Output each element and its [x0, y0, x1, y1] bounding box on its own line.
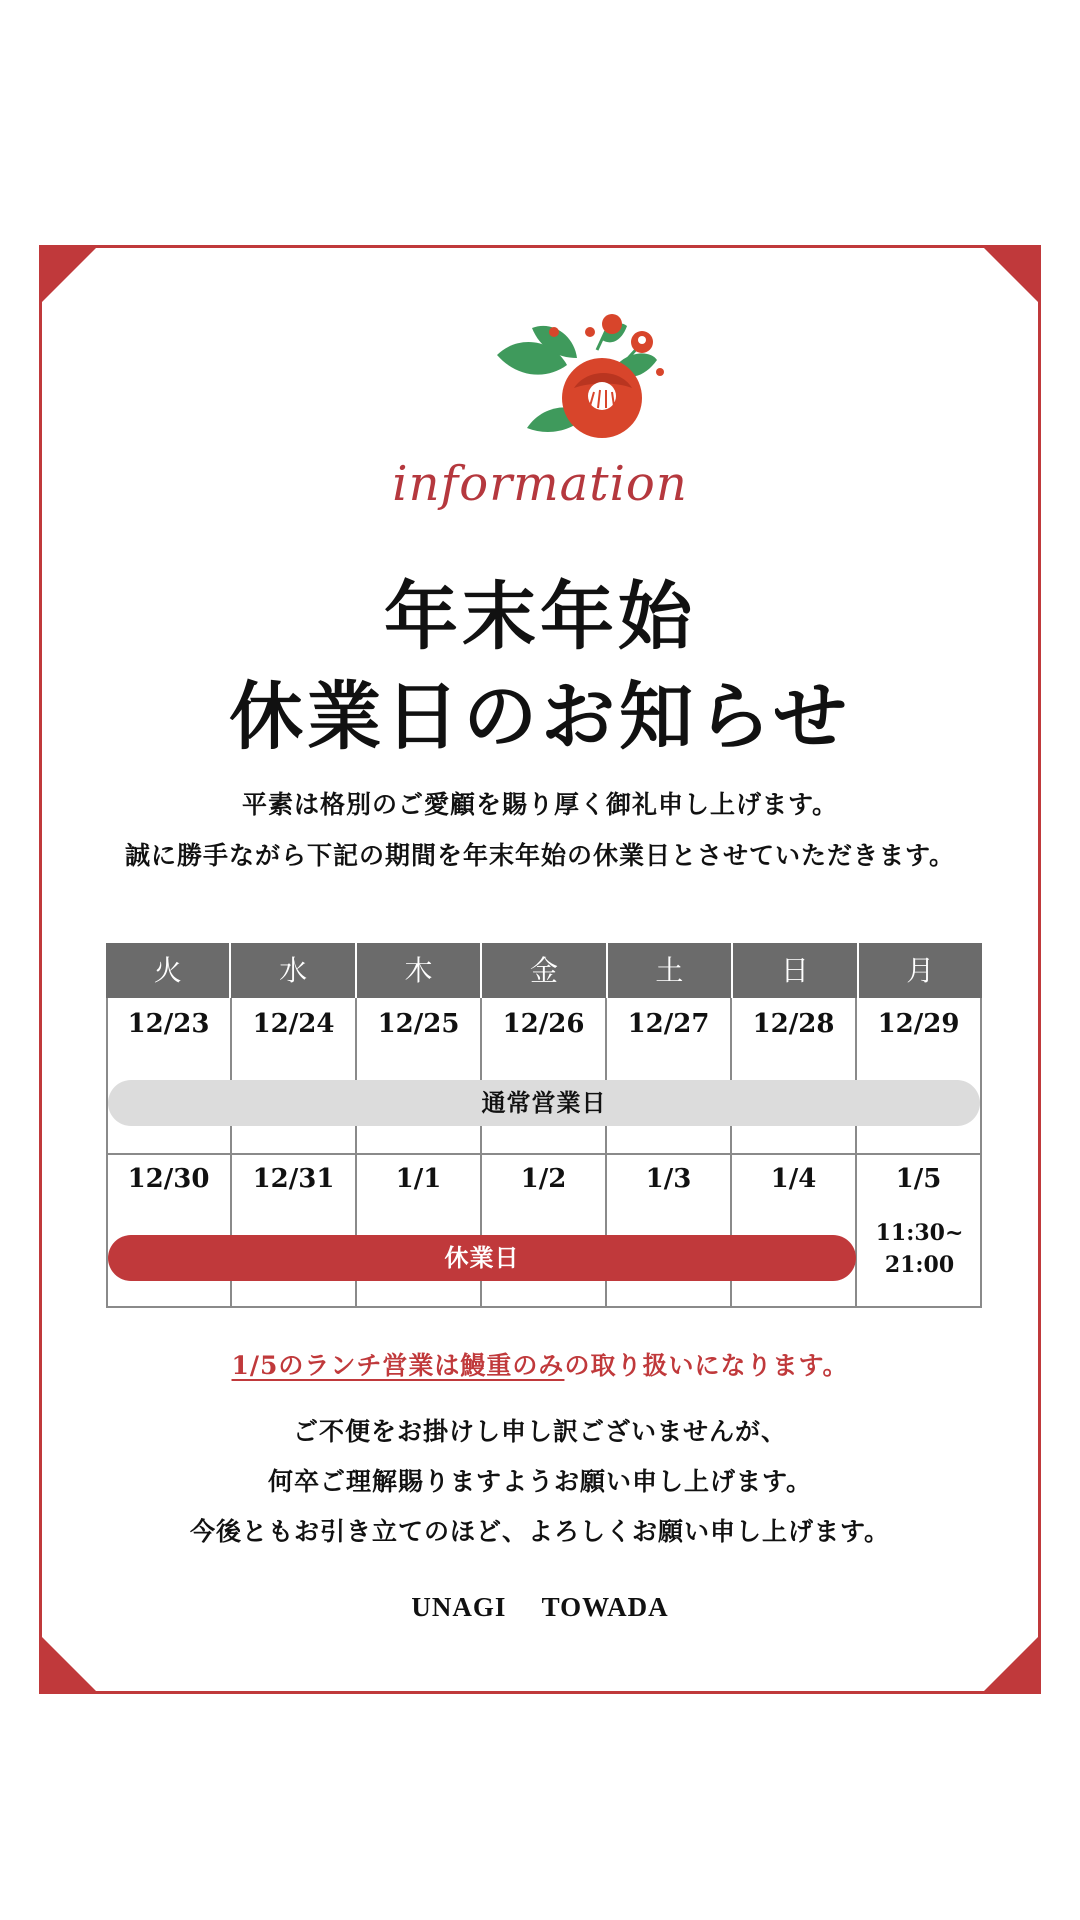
calendar-date: 12/27 [627, 1009, 710, 1039]
calendar-date: 1/3 [645, 1164, 692, 1194]
calendar-date: 12/29 [877, 1009, 960, 1039]
corner-ornament-top-right [981, 245, 1041, 305]
calendar-weekday-header [106, 943, 982, 998]
store-signature: UNAGI TOWADA [411, 1592, 669, 1622]
corner-ornament-top-left [39, 245, 99, 305]
weekday-cell: 木 [357, 943, 482, 998]
weekday-cell: 土 [608, 943, 733, 998]
info-heading: information [392, 456, 688, 512]
closed-day-bar: 休業日 [108, 1235, 856, 1281]
weekday-cell: 金 [482, 943, 607, 998]
calendar-date: 12/30 [127, 1164, 210, 1194]
calendar-date: 1/2 [520, 1164, 567, 1194]
calendar-date: 12/31 [252, 1164, 335, 1194]
calendar-date: 12/23 [127, 1009, 210, 1039]
calendar-date: 1/1 [395, 1164, 442, 1194]
calendar-date: 12/28 [752, 1009, 835, 1039]
calendar-date: 12/24 [252, 1009, 335, 1039]
calendar-date: 1/4 [770, 1164, 817, 1194]
lunch-notice-underlined: 1/5のランチ営業は鰻重のみ [231, 1351, 565, 1380]
corner-ornament-bottom-left [39, 1634, 99, 1694]
weekday-cell: 水 [231, 943, 356, 998]
lunch-notice [42, 1346, 1038, 1382]
grid-line [106, 1153, 982, 1155]
weekday-cell: 月 [906, 954, 935, 987]
page-title-line2: 休業日のお知らせ [229, 674, 851, 760]
camellia-icon [492, 310, 672, 440]
intro-text-line2: 誠に勝手ながら下記の期間を年末年始の休業日とさせていただきます。 [124, 841, 955, 870]
weekday-cell: 日 [733, 943, 858, 998]
regular-business-day-bar: 通常営業日 [108, 1080, 980, 1126]
calendar-date: 12/25 [377, 1009, 460, 1039]
intro-text-line1: 平素は格別のご愛顧を賜り厚く御礼申し上げます。 [241, 790, 838, 819]
closing-text-line2: 何卒ご理解賜りますようお願い申し上げます。 [267, 1467, 812, 1496]
business-hours-end: 21:00 [884, 1252, 955, 1278]
lunch-notice-rest: の取り扱いになります。 [564, 1351, 849, 1380]
calendar-date: 1/5 [895, 1164, 942, 1194]
closing-text-line3: 今後ともお引き立てのほど、よろしくお願い申し上げます。 [189, 1517, 890, 1546]
corner-ornament-bottom-right [981, 1634, 1041, 1694]
calendar-date: 12/26 [502, 1009, 585, 1039]
page-title-line1: 年末年始 [384, 574, 696, 660]
weekday-cell: 火 [106, 943, 231, 998]
closing-text-line1: ご不便をお掛けし申し訳ございませんが、 [292, 1417, 787, 1446]
holiday-calendar [106, 943, 982, 1308]
notice-card [39, 245, 1041, 1694]
business-hours-start: 11:30~ [875, 1220, 964, 1246]
